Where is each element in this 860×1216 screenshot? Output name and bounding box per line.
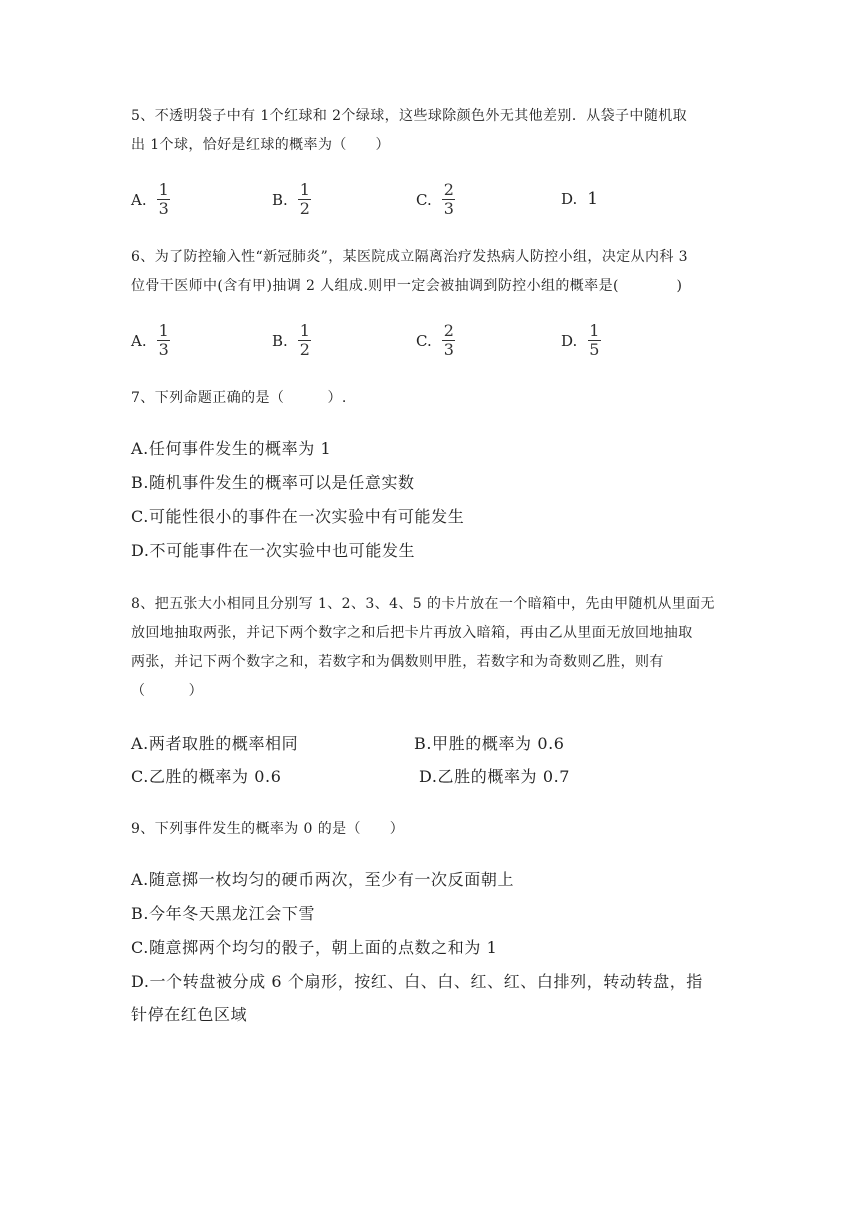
fraction xyxy=(442,323,456,358)
option-value: 1 xyxy=(587,189,599,209)
q6-option-b[interactable] xyxy=(272,323,312,358)
q5-option-c[interactable] xyxy=(416,182,456,217)
denominator: 3 xyxy=(158,199,169,218)
q9-stem: 9、下列事件发生的概率为 0 的是（ ） xyxy=(131,821,405,837)
q5-option-d[interactable] xyxy=(561,189,598,209)
q7-option-a[interactable]: A.任何事件发生的概率为 1 xyxy=(131,439,332,458)
q6-option-a[interactable] xyxy=(131,323,171,358)
denominator: 2 xyxy=(299,340,310,359)
q8-stem-line4: （ ） xyxy=(131,683,203,699)
q9-option-c[interactable]: C.随意掷两个均匀的骰子，朝上面的点数之和为 1 xyxy=(131,938,498,957)
q9-option-b[interactable]: B.今年冬天黑龙江会下雪 xyxy=(131,904,316,923)
q5-stem-line1: 5、不透明袋子中有 1个红球和 2个绿球，这些球除颜色外无其他差别．从袋子中随机取 xyxy=(131,108,688,124)
q9-option-d[interactable]: D.一个转盘被分成 6 个扇形，按红、白、白、红、红、白排列，转动转盘，指 xyxy=(131,972,703,991)
q8-stem-line1: 8、把五张大小相同且分别写 1、2、3、4、5 的卡片放在一个暗箱中，先由甲随机从里面无 xyxy=(131,596,715,612)
q5-option-a[interactable] xyxy=(131,182,171,217)
numerator: 1 xyxy=(299,180,310,199)
q6-stem-line1: 6、为了防控输入性“新冠肺炎”，某医院成立隔离治疗发热病人防控小组，决定从内科 3 xyxy=(131,249,688,265)
q6-option-d[interactable] xyxy=(561,323,601,358)
q7-option-c[interactable]: C.可能性很小的事件在一次实验中有可能发生 xyxy=(131,507,465,526)
fraction xyxy=(298,323,312,358)
q7-stem: 7、下列命题正确的是（ ）. xyxy=(131,390,347,406)
denominator: 3 xyxy=(443,340,454,359)
q8-stem-line2: 放回地抽取两张，并记下两个数字之和后把卡片再放入暗箱，再由乙从里面无放回地抽取 xyxy=(131,625,693,641)
denominator: 3 xyxy=(158,340,169,359)
numerator: 2 xyxy=(443,321,454,340)
fraction xyxy=(442,182,456,217)
fraction xyxy=(298,182,312,217)
option-label: D. xyxy=(561,190,578,208)
q5-stem-line2: 出 1个球，恰好是红球的概率为（ ） xyxy=(131,137,390,153)
option-label: A. xyxy=(131,331,147,350)
fraction xyxy=(157,323,171,358)
q7-option-b[interactable]: B.随机事件发生的概率可以是任意实数 xyxy=(131,473,415,492)
denominator: 2 xyxy=(299,199,310,218)
q8-option-b[interactable]: B.甲胜的概率为 0.6 xyxy=(414,734,565,753)
q7-option-d[interactable]: D.不可能事件在一次实验中也可能发生 xyxy=(131,541,416,560)
option-label: C. xyxy=(416,190,432,209)
q5-option-b[interactable] xyxy=(272,182,312,217)
numerator: 1 xyxy=(158,180,169,199)
numerator: 1 xyxy=(589,321,600,340)
q8-stem-line3: 两张，并记下两个数字之和，若数字和为偶数则甲胜，若数字和为奇数则乙胜，则有 xyxy=(131,654,664,670)
option-label: B. xyxy=(272,331,288,350)
q8-option-a[interactable]: A.两者取胜的概率相同 xyxy=(131,734,299,753)
q9-option-a[interactable]: A.随意掷一枚均匀的硬币两次，至少有一次反面朝上 xyxy=(131,870,515,889)
option-label: B. xyxy=(272,190,288,209)
q8-option-d[interactable]: D.乙胜的概率为 0.7 xyxy=(419,767,571,786)
denominator: 3 xyxy=(443,199,454,218)
fraction xyxy=(157,182,171,217)
denominator: 5 xyxy=(589,340,600,359)
q8-option-c[interactable]: C.乙胜的概率为 0.6 xyxy=(131,767,282,786)
q6-stem-line2: 位骨干医师中(含有甲)抽调 2 人组成.则甲一定会被抽调到防控小组的概率是( ) xyxy=(131,278,683,294)
numerator: 2 xyxy=(443,180,454,199)
numerator: 1 xyxy=(158,321,169,340)
option-label: A. xyxy=(131,190,147,209)
fraction xyxy=(587,323,601,358)
q9-option-d-continued: 针停在红色区域 xyxy=(131,1005,248,1024)
option-label: C. xyxy=(416,331,432,350)
option-label: D. xyxy=(561,331,578,350)
numerator: 1 xyxy=(299,321,310,340)
q6-option-c[interactable] xyxy=(416,323,456,358)
